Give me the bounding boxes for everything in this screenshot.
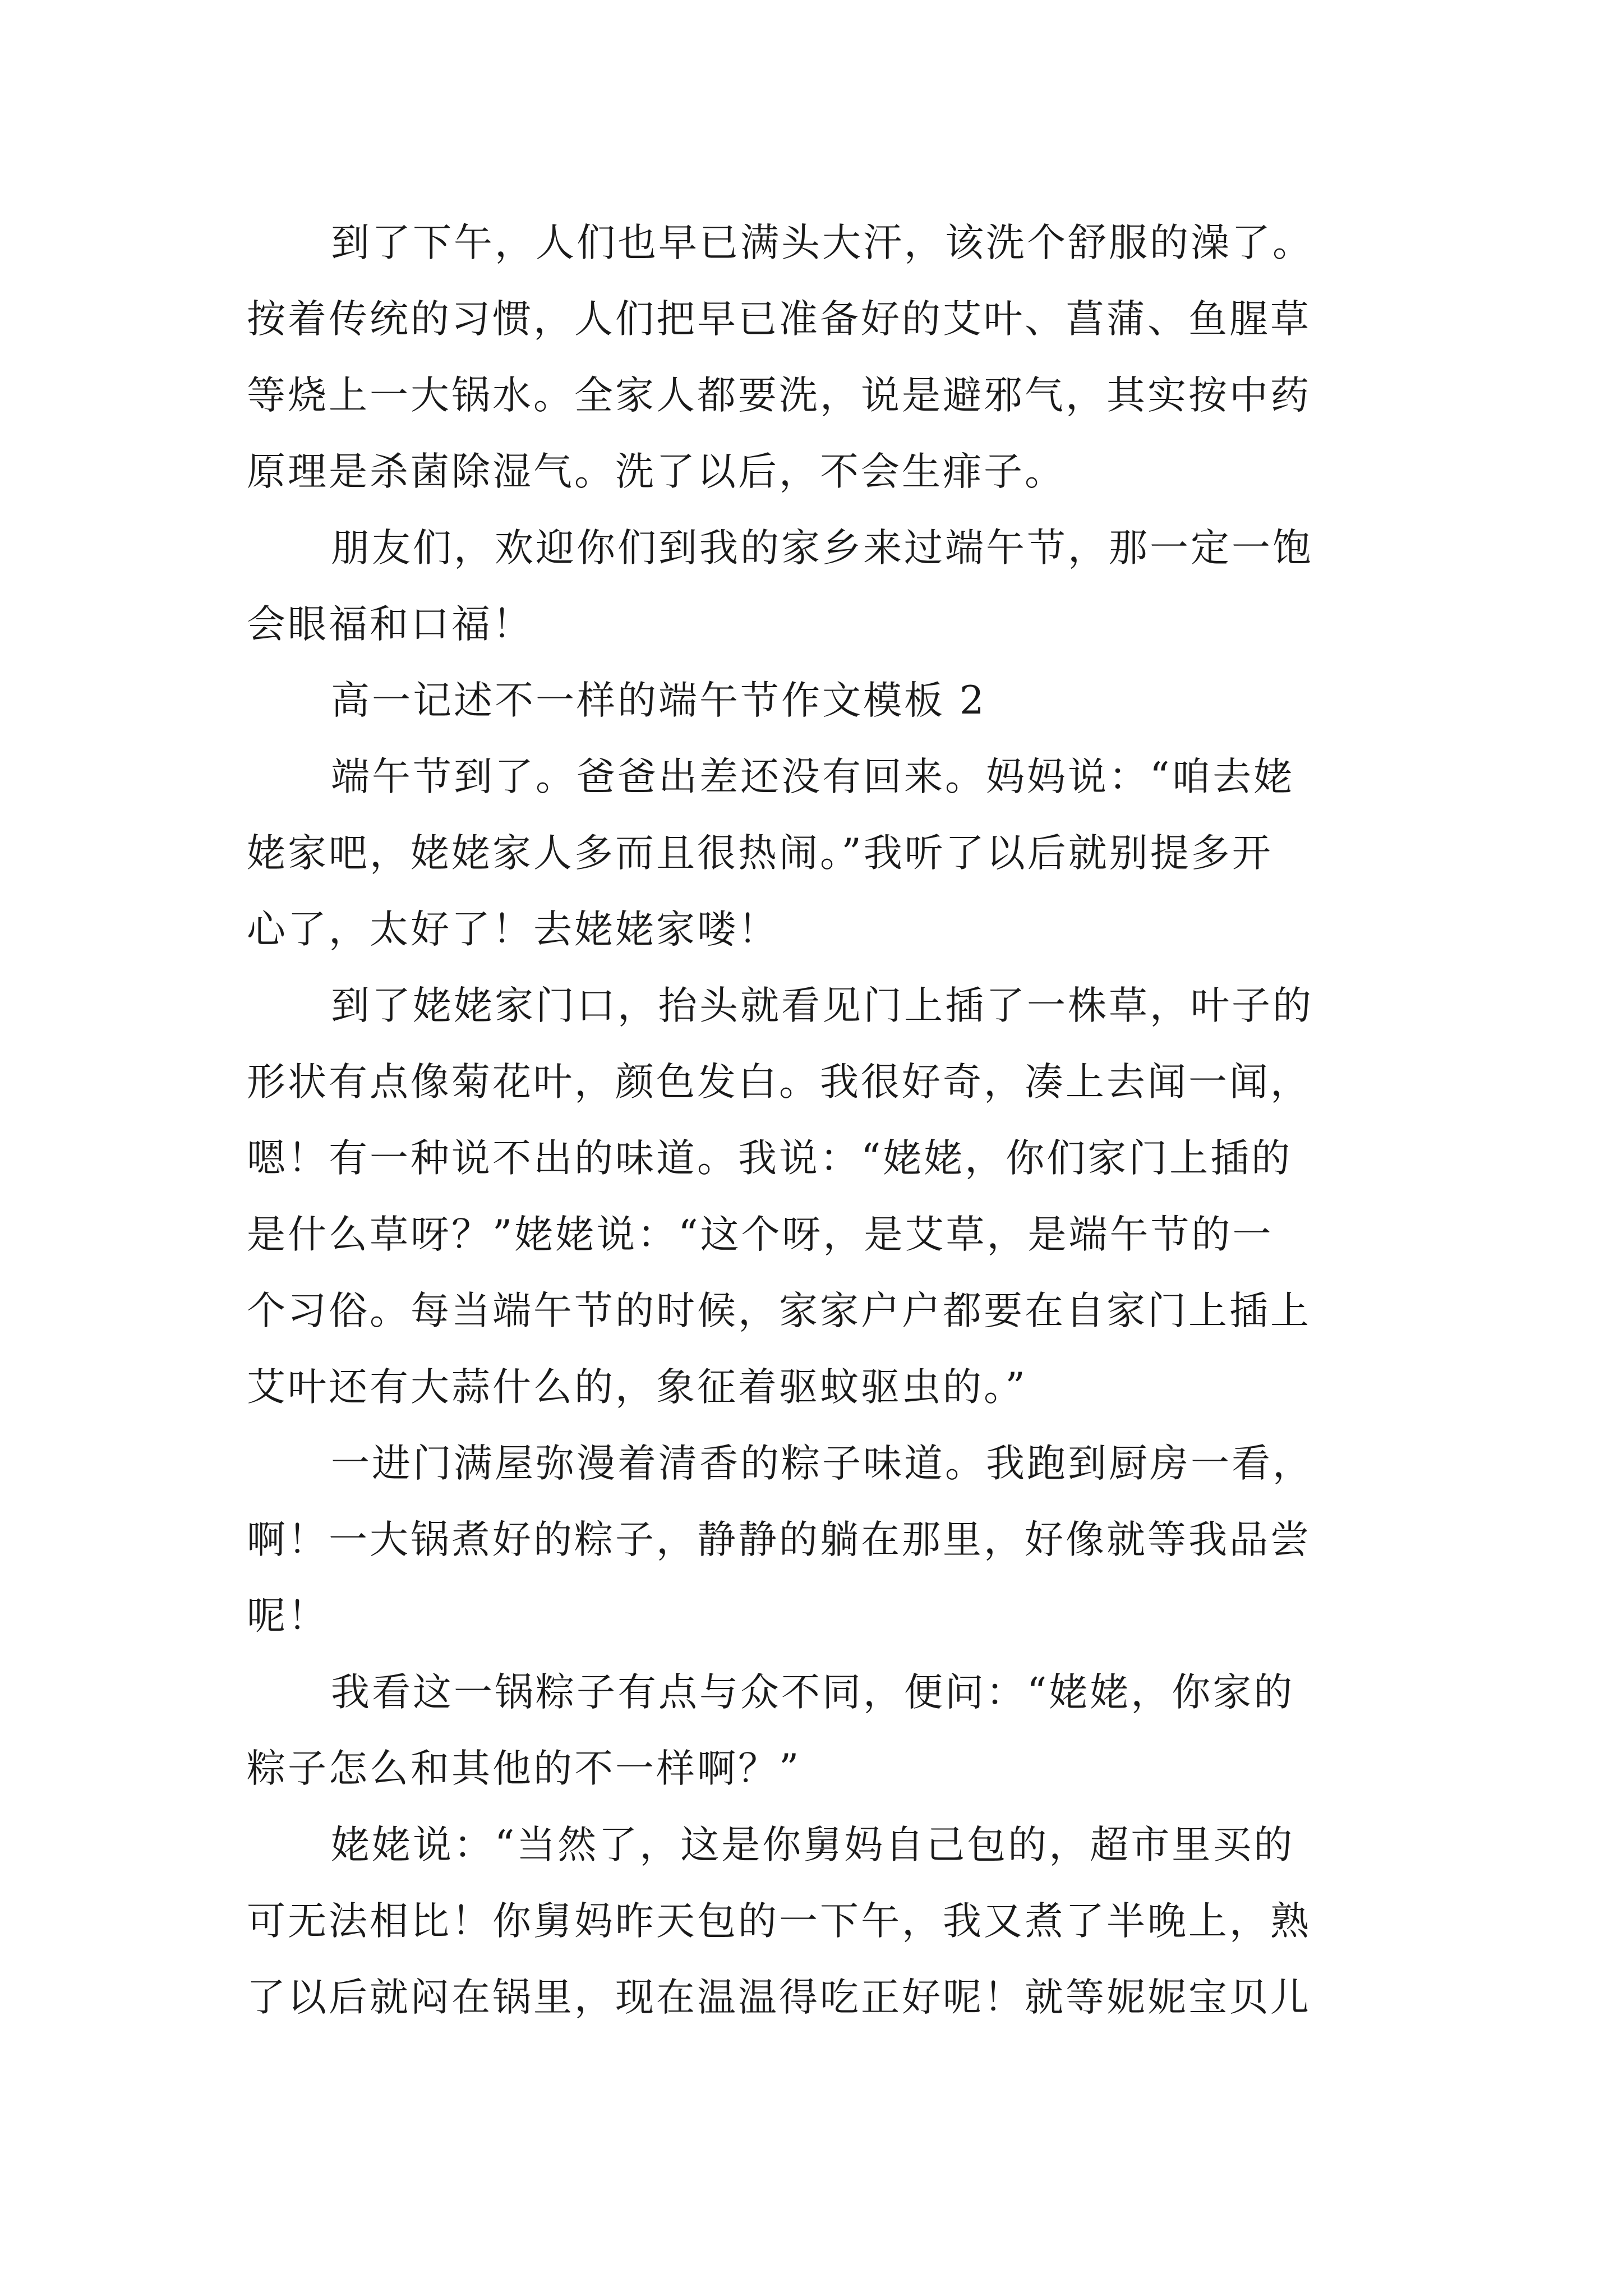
paragraph-6 xyxy=(247,1654,1380,1807)
text-line: 了以后就闷在锅里，现在温温得吃正好呢！就等妮妮宝贝儿 xyxy=(247,1975,1311,2020)
paragraph-4 xyxy=(247,968,1380,1425)
text-line: 姥家吧，姥姥家人多而且很热闹。”我听了以后就别提多开 xyxy=(247,831,1273,876)
text-line: 啊！一大锅煮好的粽子，静静的躺在那里，好像就等我品尝 xyxy=(247,1517,1311,1562)
text-line: 心了，太好了！去姥姥家喽！ xyxy=(247,907,779,952)
text-line: 等烧上一大锅水。全家人都要洗，说是避邪气，其实按中药 xyxy=(247,373,1311,418)
paragraph-3 xyxy=(247,739,1380,968)
text-line: 形状有点像菊花叶，颜色发白。我很好奇，凑上去闻一闻， xyxy=(247,1060,1311,1105)
text-line: 朋友们，欢迎你们到我的家乡来过端午节，那一定一饱 xyxy=(331,526,1313,570)
text-line: 呢！ xyxy=(247,1594,329,1639)
paragraph-7 xyxy=(247,1807,1380,2036)
paragraph-1 xyxy=(247,205,1380,510)
text-line: 一进门满屋弥漫着清香的粽子味道。我跑到厨房一看， xyxy=(331,1441,1313,1486)
paragraph-5 xyxy=(247,1425,1380,1654)
text-line: 个习俗。每当端午节的时候，家家户户都要在自家门上插上 xyxy=(247,1289,1311,1333)
text-line: 到了下午，人们也早已满头大汗，该洗个舒服的澡了。 xyxy=(331,220,1313,265)
text-line: 我看这一锅粽子有点与众不同，便问：“姥姥，你家的 xyxy=(331,1670,1295,1715)
paragraph-2 xyxy=(247,510,1380,662)
text-line: 姥姥说：“当然了，这是你舅妈自己包的，超市里买的 xyxy=(331,1823,1295,1867)
text-line: 艾叶还有大蒜什么的，象征着驱蚊驱虫的。” xyxy=(247,1365,1027,1410)
text-line: 原理是杀菌除湿气。洗了以后，不会生痱子。 xyxy=(247,449,1066,494)
text-line: 可无法相比！你舅妈昨天包的一下午，我又煮了半晚上，熟 xyxy=(247,1899,1311,1944)
text-line: 按着传统的习惯，人们把早已准备好的艾叶、菖蒲、鱼腥草 xyxy=(247,297,1311,342)
text-line: 嗯！有一种说不出的味道。我说：“姥姥，你们家门上插的 xyxy=(247,1136,1293,1181)
text-line: 端午节到了。爸爸出差还没有回来。妈妈说：“咱去姥 xyxy=(331,754,1295,799)
text-line: 会眼福和口福！ xyxy=(247,602,533,647)
section-heading: 高一记述不一样的端午节作文模板 2 xyxy=(331,678,986,723)
text-line: 粽子怎么和其他的不一样啊？” xyxy=(247,1746,801,1791)
document-body xyxy=(247,205,1380,2036)
text-line: 到了姥姥家门口，抬头就看见门上插了一株草，叶子的 xyxy=(331,983,1313,1028)
text-line: 是什么草呀？”姥姥说：“这个呀，是艾草，是端午节的一 xyxy=(247,1212,1274,1257)
